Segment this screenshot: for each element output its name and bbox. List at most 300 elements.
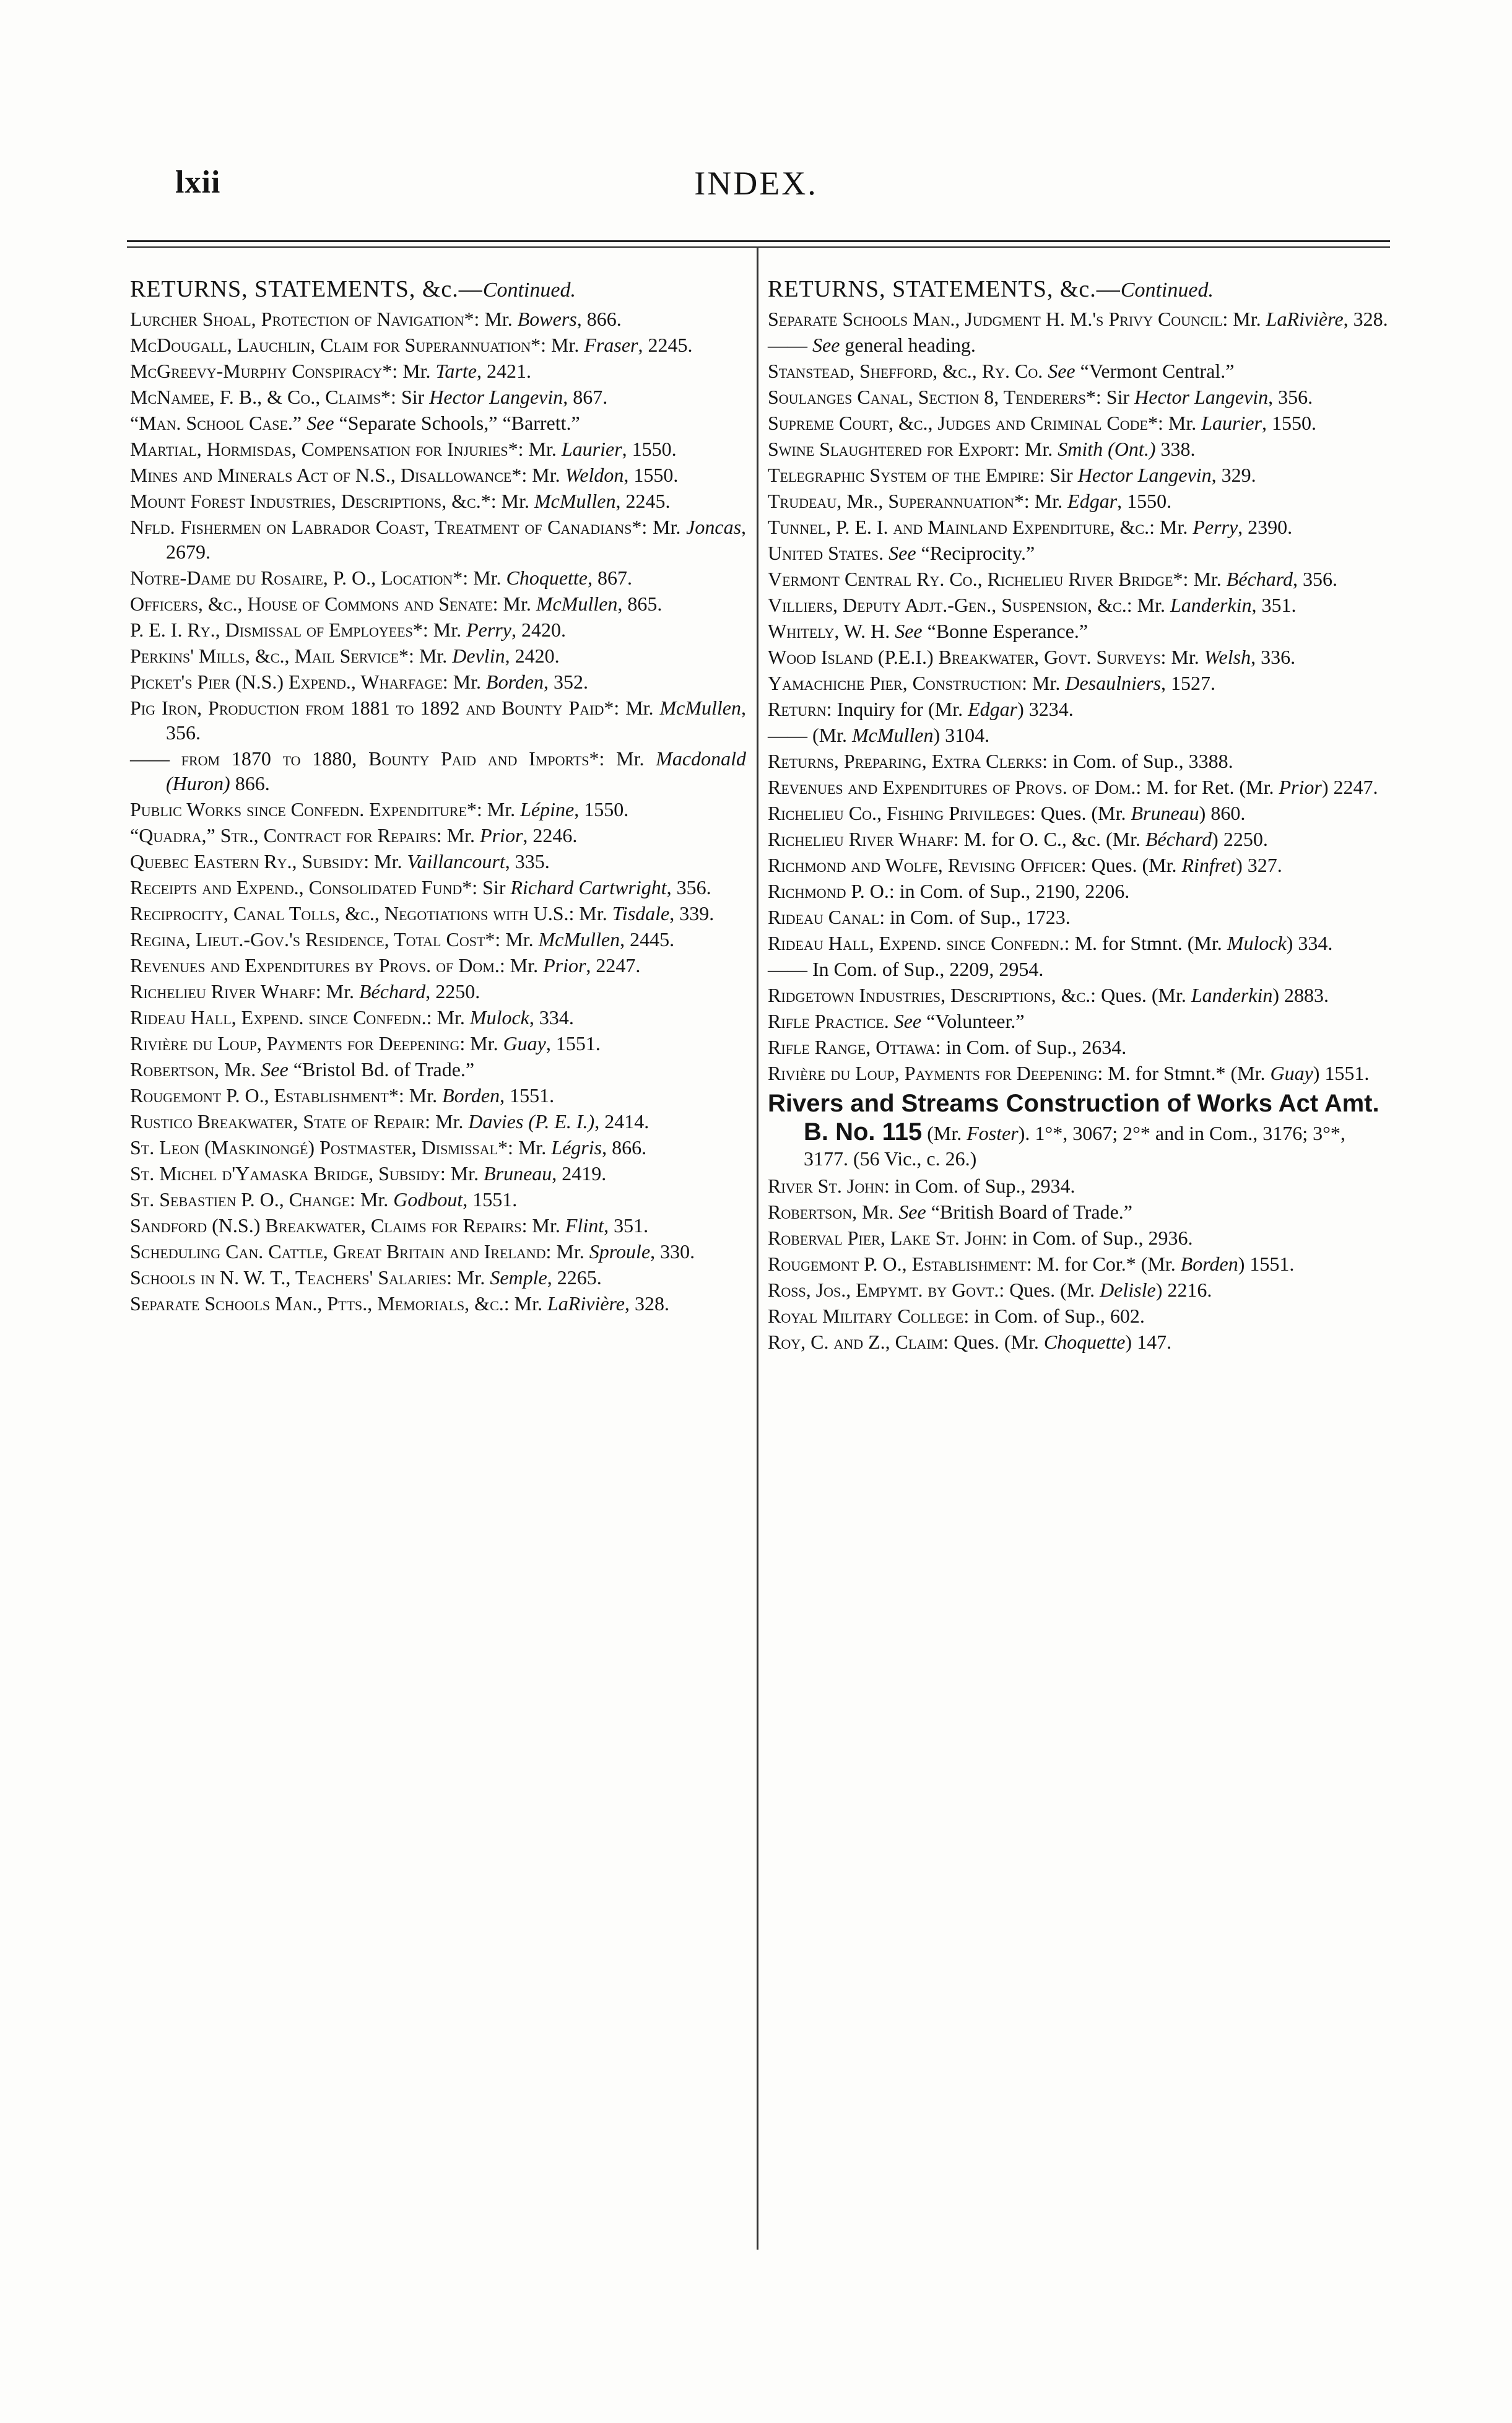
page-title: INDEX. <box>694 165 818 202</box>
index-entry <box>130 695 746 745</box>
entry-heading: Receipts and Expend., Consolidated Fund*: <box>130 876 483 898</box>
entry-heading: River St. John: <box>768 1175 895 1197</box>
index-entry <box>768 697 1392 721</box>
entry-text: Mr. <box>419 645 453 667</box>
entry-ref: “Volunteer.” <box>921 1010 1025 1032</box>
entry-ref: “Vermont Central.” <box>1075 360 1235 382</box>
entry-heading: Sandford (N.S.) Breakwater, Claims for Repairs: <box>130 1214 532 1237</box>
entry-text: Mr. <box>1032 672 1066 694</box>
right-entry-list-after <box>768 1173 1392 1354</box>
entry-member: Smith (Ont.) <box>1058 438 1156 460</box>
entry-text: Mr. <box>579 902 612 924</box>
entry-member: Landerkin <box>1191 984 1273 1006</box>
entry-member: Richard Cartwright <box>510 876 667 898</box>
index-entry <box>768 463 1392 487</box>
index-entry <box>130 515 746 564</box>
entry-text: in Com. of Sup., 3388. <box>1053 750 1233 772</box>
entry-member: Borden <box>442 1084 500 1107</box>
index-entry <box>130 359 746 383</box>
index-entry <box>130 1291 746 1316</box>
entry-member: Prior <box>1279 776 1322 798</box>
entry-ref: , 1550. <box>1262 412 1316 434</box>
entry-member: Semple <box>490 1266 547 1289</box>
entry-heading: Trudeau, Mr., Superannuation*: <box>768 490 1035 512</box>
entry-text: Mr. <box>653 516 687 538</box>
entry-member: McMullen <box>534 490 616 512</box>
entry-ref: ) 3234. <box>1017 698 1074 720</box>
index-entry <box>768 749 1392 773</box>
entry-text: Mr. <box>409 1084 443 1107</box>
index-entry <box>768 775 1392 799</box>
index-entry <box>130 617 746 642</box>
left-heading-text: RETURNS, STATEMENTS, &c.— <box>130 276 483 302</box>
entry-text: Mr. <box>433 619 467 641</box>
entry-member: Bruneau <box>484 1162 552 1185</box>
entry-heading: Rideau Hall, Expend. since Confedn.: <box>768 932 1075 954</box>
index-entry <box>768 983 1392 1007</box>
index-entry <box>768 333 1392 357</box>
entry-ref: “Bonne Esperance.” <box>922 620 1088 642</box>
index-entry <box>768 957 1392 981</box>
entry-heading: Quebec Eastern Ry., Subsidy: <box>130 850 375 872</box>
entry-text: Ques. (Mr. <box>1091 854 1182 876</box>
entry-text: Sir <box>1106 386 1135 408</box>
left-heading-continued: Continued. <box>482 279 576 302</box>
entry-text: in Com. of Sup., 602. <box>974 1305 1145 1327</box>
entry-ref: ) 147. <box>1125 1331 1172 1353</box>
entry-member: Landerkin <box>1170 594 1252 616</box>
entry-heading: Richelieu River Wharf: <box>768 828 964 850</box>
entry-member: Desaulniers <box>1065 672 1162 694</box>
entry-text: Mr. <box>487 798 521 820</box>
entry-text: Mr. <box>360 1188 394 1211</box>
bill-entry <box>768 1089 1392 1171</box>
entry-text: Mr. <box>518 1136 552 1159</box>
index-entry <box>768 905 1392 929</box>
entry-text: Mr. <box>326 980 359 1003</box>
entry-ref: , 328. <box>1343 308 1388 330</box>
index-entry <box>768 567 1392 591</box>
entry-heading: Ross, Jos., Empymt. by Govt.: <box>768 1279 1010 1301</box>
entry-ref: , 2245. <box>638 334 693 356</box>
entry-member: Flint <box>565 1214 604 1237</box>
entry-member: Laurier <box>561 438 622 460</box>
entry-heading: Stanstead, Shefford, &c., Ry. Co. <box>768 360 1048 382</box>
index-entry <box>130 901 746 926</box>
entry-member: Mulock <box>1227 932 1287 954</box>
index-entry <box>130 1161 746 1186</box>
entry-text: Mr. <box>450 1162 484 1185</box>
entry-text: Mr. <box>528 438 562 460</box>
entry-member: See <box>898 1201 926 1223</box>
entry-heading: Officers, &c., House of Commons and Senate: <box>130 593 503 615</box>
index-entry <box>768 723 1392 747</box>
entry-heading: Telegraphic System of the Empire: <box>768 464 1050 486</box>
entry-ref: , 1551. <box>545 1032 601 1055</box>
index-entry <box>130 411 746 435</box>
entry-ref: ) 2883. <box>1272 984 1329 1006</box>
entry-ref: , 1550. <box>622 438 677 460</box>
entry-heading: —— <box>768 724 812 746</box>
entry-member: McMullen <box>659 697 741 719</box>
entry-member: Choquette <box>1043 1331 1126 1353</box>
entry-member: Hector Langevin <box>1134 386 1269 408</box>
entry-member: McMullen <box>538 928 620 950</box>
index-entry <box>768 619 1392 643</box>
index-entry <box>768 1303 1392 1328</box>
entry-heading: Rifle Practice. <box>768 1010 894 1032</box>
index-entry <box>130 927 746 952</box>
entry-text: Mr. <box>1024 438 1058 460</box>
entry-heading: Vermont Central Ry. Co., Richelieu River Bridge*: <box>768 568 1194 590</box>
entry-text: Mr. <box>503 593 536 615</box>
entry-heading: Notre-Dame du Rosaire, P. O., Location*: <box>130 567 474 589</box>
index-entry <box>768 801 1392 825</box>
index-entry <box>130 1083 746 1108</box>
entry-heading: Rougemont P. O., Establishment: <box>768 1253 1037 1275</box>
entry-text: Mr. <box>1233 308 1266 330</box>
entry-member: See <box>1048 360 1075 382</box>
entry-text: Mr. <box>456 1266 490 1289</box>
entry-heading: P. E. I. Ry., Dismissal of Employees*: <box>130 619 433 641</box>
entry-ref: , 866. <box>602 1136 647 1159</box>
entry-member: Davies (P. E. I.) <box>468 1110 595 1133</box>
index-entry <box>130 1213 746 1238</box>
entry-member: Béchard <box>1226 568 1293 590</box>
entry-heading: Mines and Minerals Act of N.S., Disallowance*: <box>130 464 532 486</box>
entry-text: Ques. (Mr. <box>1040 802 1131 824</box>
entry-member: See <box>889 542 916 564</box>
index-entry <box>130 797 746 822</box>
index-entry <box>768 541 1392 565</box>
entry-ref: , 867. <box>588 567 632 589</box>
entry-text: Mr. <box>1168 412 1202 434</box>
right-column-heading <box>768 276 1392 304</box>
entry-member: Weldon <box>565 464 624 486</box>
entry-text: Sir <box>1049 464 1078 486</box>
entry-heading: Yamachiche Pier, Construction: <box>768 672 1033 694</box>
entry-ref: ) 2216. <box>1155 1279 1212 1301</box>
entry-ref: “British Board of Trade.” <box>926 1201 1132 1223</box>
entry-ref: , 356. <box>1293 568 1338 590</box>
index-entry <box>768 411 1392 435</box>
entry-heading: Revenues and Expenditures by Provs. of Dom.: <box>130 954 510 977</box>
right-heading-continued: Continued. <box>1120 279 1214 302</box>
entry-ref: , 352. <box>544 671 589 693</box>
entry-heading: McGreevy-Murphy Conspiracy*: <box>130 360 403 382</box>
index-entry <box>130 437 746 461</box>
index-entry <box>768 1277 1392 1302</box>
entry-member: Edgar <box>1067 490 1118 512</box>
entry-heading: Rivière du Loup, Payments for Deepening: <box>130 1032 471 1055</box>
index-entry <box>768 1225 1392 1250</box>
entry-ref: “Separate Schools,” “Barrett.” <box>334 412 580 434</box>
entry-ref: , 2414. <box>594 1110 650 1133</box>
entry-ref: , 2250. <box>425 980 480 1003</box>
index-entry <box>768 1251 1392 1276</box>
entry-ref: , 2420. <box>505 645 560 667</box>
entry-text: Mr. <box>551 334 584 356</box>
index-entry <box>768 437 1392 461</box>
entry-text: in Com. of Sup., 2634. <box>945 1036 1127 1058</box>
entry-text: Ques. (Mr. <box>1009 1279 1100 1301</box>
entry-ref: , 2679. <box>166 516 747 563</box>
entry-member: Perry <box>1193 516 1238 538</box>
entry-ref: , 1551. <box>500 1084 555 1107</box>
entry-heading: Richelieu River Wharf: <box>130 980 326 1003</box>
entry-text: Ques. (Mr. <box>1101 984 1191 1006</box>
entry-member: Rinfret <box>1181 854 1236 876</box>
entry-ref: , 2245. <box>615 490 671 512</box>
entry-member: Edgar <box>968 698 1018 720</box>
entry-heading: Whitely, W. H. <box>768 620 895 642</box>
entry-ref: ) 2247. <box>1321 776 1378 798</box>
entry-member: Guay <box>1270 1062 1313 1084</box>
entry-text: Mr. <box>616 747 656 770</box>
entry-heading: —— from 1870 to 1880, Bounty Paid and Imports*: <box>130 747 617 770</box>
entry-member: Borden <box>486 671 544 693</box>
index-entry <box>130 875 746 900</box>
entry-member: Perry <box>466 619 511 641</box>
entry-text: Mr. <box>505 928 539 950</box>
entry-member: Tarte <box>435 360 477 382</box>
index-entry <box>768 359 1392 383</box>
entry-ref: , 336. <box>1251 646 1296 668</box>
entry-ref: , 330. <box>650 1240 695 1263</box>
entry-text: Mr. <box>625 697 660 719</box>
entry-member: Béchard <box>1145 828 1212 850</box>
entry-text: Mr. <box>514 1292 547 1315</box>
entry-text: Mr. <box>402 360 436 382</box>
entry-member: Prior <box>480 824 523 846</box>
index-entry <box>130 979 746 1004</box>
page-number: lxii <box>175 165 221 200</box>
index-entry <box>768 385 1392 409</box>
index-entry <box>130 1239 746 1264</box>
entry-member: Hector Langevin <box>1077 464 1212 486</box>
entry-member: Béchard <box>358 980 426 1003</box>
index-entry <box>768 515 1392 539</box>
entry-text: Mr. <box>501 490 534 512</box>
entry-text: Mr. <box>473 567 506 589</box>
entry-heading: Soulanges Canal, Section 8, Tenderers*: <box>768 386 1106 408</box>
entry-member: See <box>893 1010 922 1032</box>
entry-text: Mr. <box>470 1032 503 1055</box>
entry-ref: , 2419. <box>552 1162 607 1185</box>
entry-ref: , 339. <box>669 902 715 924</box>
entry-ref: , 1550. <box>1117 490 1172 512</box>
entry-ref: , 2247. <box>586 954 641 977</box>
index-entry <box>130 849 746 874</box>
bill-member: Foster <box>967 1122 1019 1144</box>
index-entry <box>130 1057 746 1082</box>
entry-member: Godbout <box>393 1188 463 1211</box>
entry-member: Hector Langevin <box>429 386 563 408</box>
entry-member: McMullen <box>852 724 934 746</box>
entry-member: Lépine <box>520 798 575 820</box>
entry-heading: Schools in N. W. T., Teachers' Salaries: <box>130 1266 457 1289</box>
entry-heading: Richmond and Wolfe, Revising Officer: <box>768 854 1092 876</box>
index-entry <box>768 1173 1392 1198</box>
entry-member: Macdonald (Huron) <box>166 747 746 794</box>
entry-member: See <box>306 412 334 434</box>
entry-heading: Return: <box>768 698 837 720</box>
index-entry <box>768 671 1392 695</box>
entry-text: M. for Stmnt.* (Mr. <box>1108 1062 1271 1084</box>
entry-heading: Rideau Canal: <box>768 906 890 928</box>
entry-text: Mr. <box>556 1240 589 1263</box>
entry-member: See <box>261 1058 289 1081</box>
bill-tail: ). 1°*, 3067; 2°* and in Com., 3176; 3°*, 3177. (56 Vic., c. 26.) <box>804 1122 1345 1170</box>
entry-heading: “Man. School Case.” <box>130 412 307 434</box>
index-entry <box>130 463 746 487</box>
index-entry <box>130 953 746 978</box>
entry-ref: , 328. <box>625 1292 669 1315</box>
entry-text: Mr. <box>435 1110 469 1133</box>
entry-member: Bowers <box>517 308 577 330</box>
index-entry <box>768 1009 1392 1033</box>
entry-ref: , 351. <box>604 1214 649 1237</box>
entry-ref: , 329. <box>1211 464 1256 486</box>
entry-heading: Tunnel, P. E. I. and Mainland Expenditure, &c.: <box>768 516 1160 538</box>
index-entry <box>130 1265 746 1290</box>
entry-member: LaRivière <box>547 1292 625 1315</box>
entry-text: (Mr. <box>812 724 852 746</box>
entry-heading: McDougall, Lauchlin, Claim for Superannuation*: <box>130 334 552 356</box>
entry-member: Tisdale <box>612 902 670 924</box>
entry-text: Mr. <box>1171 646 1204 668</box>
entry-text: Mr. <box>1034 490 1068 512</box>
entry-text: Mr. <box>532 1214 565 1237</box>
index-entry <box>130 385 746 409</box>
index-entry <box>130 1135 746 1160</box>
index-entry <box>130 565 746 590</box>
entry-member: See <box>812 334 840 356</box>
entry-heading: Rustico Breakwater, State of Repair: <box>130 1110 436 1133</box>
entry-ref: general heading. <box>840 334 976 356</box>
entry-text: in Com. of Sup., 2934. <box>894 1175 1075 1197</box>
column-divider <box>757 246 758 2250</box>
entry-ref: ) 3104. <box>933 724 990 746</box>
entry-ref: 338. <box>1155 438 1196 460</box>
entry-heading: Wood Island (P.E.I.) Breakwater, Govt. Surveys: <box>768 646 1171 668</box>
entry-heading: Roy, C. and Z., Claim: <box>768 1331 954 1353</box>
entry-heading: Supreme Court, &c., Judges and Criminal Code*: <box>768 412 1168 434</box>
entry-heading: Pig Iron, Production from 1881 to 1892 and Bounty Paid*: <box>130 697 626 719</box>
entry-heading: —— <box>768 334 812 356</box>
entry-member: Borden <box>1180 1253 1238 1275</box>
entry-member: Laurier <box>1201 412 1262 434</box>
entry-member: Prior <box>543 954 586 977</box>
entry-ref: , 335. <box>505 850 550 872</box>
entry-text: in Com. of Sup., 2936. <box>1012 1227 1193 1249</box>
entry-heading: Martial, Hormisdas, Compensation for Injuries*: <box>130 438 529 460</box>
entry-heading: Rivière du Loup, Payments for Deepening: <box>768 1062 1108 1084</box>
index-entry <box>768 593 1392 617</box>
entry-heading: “Quadra,” Str., Contract for Repairs: <box>130 824 447 846</box>
index-entry <box>130 669 746 694</box>
entry-text: Mr. <box>510 954 544 977</box>
entry-ref: , 2420. <box>511 619 566 641</box>
entry-heading: Roberval Pier, Lake St. John: <box>768 1227 1012 1249</box>
entry-ref: , 1527. <box>1161 672 1216 694</box>
entry-heading: Richmond P. O.: <box>768 880 900 902</box>
index-entry <box>768 1061 1392 1085</box>
entry-ref: , 867. <box>563 386 608 408</box>
entry-heading: Swine Slaughtered for Export: <box>768 438 1025 460</box>
entry-heading: Revenues and Expenditures of Provs. of Dom.: <box>768 776 1147 798</box>
entry-heading: Richelieu Co., Fishing Privileges: <box>768 802 1041 824</box>
entry-member: Delisle <box>1100 1279 1156 1301</box>
bill-rest: (Mr. <box>922 1122 967 1144</box>
index-entry <box>768 827 1392 851</box>
entry-ref: , 2246. <box>523 824 578 846</box>
entry-text: M. for Stmnt. (Mr. <box>1074 932 1227 954</box>
entry-text: Mr. <box>1193 568 1227 590</box>
index-entry <box>130 1187 746 1212</box>
entry-heading: Lurcher Shoal, Protection of Navigation*: <box>130 308 485 330</box>
entry-member: Welsh <box>1204 646 1251 668</box>
entry-heading: St. Michel d'Yamaska Bridge, Subsidy: <box>130 1162 451 1185</box>
entry-ref: , 865. <box>617 593 663 615</box>
index-entry <box>130 333 746 357</box>
entry-ref: , 1550. <box>574 798 629 820</box>
entry-heading: Public Works since Confedn. Expenditure*: <box>130 798 487 820</box>
entry-heading: Scheduling Can. Cattle, Great Britain and Ireland: <box>130 1240 557 1263</box>
entry-heading: Perkins' Mills, &c., Mail Service*: <box>130 645 419 667</box>
entry-member: Mulock <box>469 1006 529 1029</box>
entry-ref: , 2421. <box>476 360 531 382</box>
index-entry <box>768 879 1392 903</box>
entry-heading: Royal Military College: <box>768 1305 975 1327</box>
entry-ref: , 866. <box>576 308 622 330</box>
index-entry <box>768 853 1392 877</box>
entry-member: See <box>895 620 923 642</box>
entry-member: Joncas <box>686 516 742 538</box>
entry-heading: St. Sebastien P. O., Change: <box>130 1188 360 1211</box>
right-heading-text: RETURNS, STATEMENTS, &c.— <box>768 276 1121 302</box>
entry-heading: Picket's Pier (N.S.) Expend., Wharfage: <box>130 671 453 693</box>
index-entry <box>768 1199 1392 1224</box>
entry-text: M. for O. C., &c. (Mr. <box>963 828 1145 850</box>
entry-text: Ques. (Mr. <box>954 1331 1044 1353</box>
entry-ref: ) 334. <box>1286 932 1333 954</box>
entry-ref: ) 2250. <box>1212 828 1268 850</box>
entry-text: M. for Cor.* (Mr. <box>1036 1253 1181 1275</box>
entry-text: M. for Ret. (Mr. <box>1146 776 1279 798</box>
entry-ref: ) 327. <box>1236 854 1282 876</box>
entry-text: Sir <box>482 876 511 898</box>
entry-ref: , 334. <box>529 1006 574 1029</box>
index-entry <box>768 645 1392 669</box>
entry-ref: , 351. <box>1251 594 1297 616</box>
entry-text: Mr. <box>374 850 407 872</box>
index-entry <box>768 489 1392 513</box>
index-entry <box>130 746 746 796</box>
entry-heading: Separate Schools Man., Ptts., Memorials, &c.: <box>130 1292 515 1315</box>
entry-ref: , 1551. <box>463 1188 518 1211</box>
entry-heading: United States. <box>768 542 889 564</box>
entry-text: Mr. <box>484 308 518 330</box>
entry-ref: , 2445. <box>620 928 675 950</box>
index-entry <box>130 591 746 616</box>
entry-member: LaRivière <box>1266 308 1344 330</box>
entry-ref: “Bristol Bd. of Trade.” <box>288 1058 475 1081</box>
entry-text: In Com. of Sup., 2209, 2954. <box>812 958 1044 980</box>
entry-heading: Returns, Preparing, Extra Clerks: <box>768 750 1053 772</box>
entry-text: Mr. <box>1159 516 1193 538</box>
entry-text: Sir <box>401 386 430 408</box>
